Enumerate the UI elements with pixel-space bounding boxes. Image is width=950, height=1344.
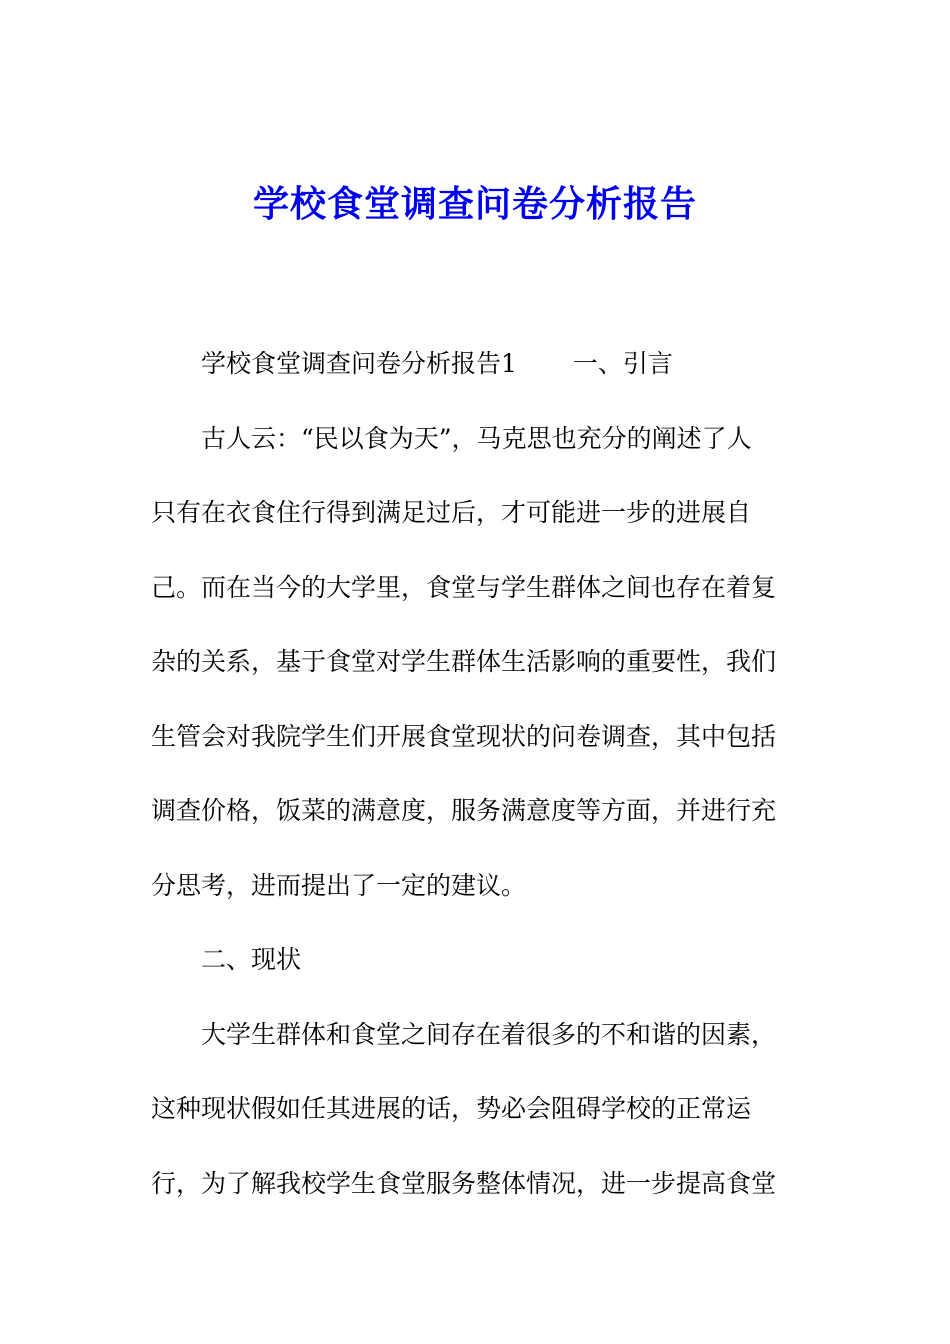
report-heading: 学校食堂调查问卷分析报告1 — [201, 349, 517, 378]
paragraph-line: 只有在衣食住行得到满足过后，才可能进一步的进展自 — [151, 498, 752, 527]
paragraph-line: 分思考，进而提出了一定的建议。 — [151, 870, 527, 900]
paragraph-line: 这种现状假如任其进展的话，势必会阻碍学校的正常运 — [151, 1094, 752, 1123]
paragraph-line: 生管会对我院学生们开展食堂现状的问卷调查，其中包括 — [151, 721, 777, 751]
paragraph-line: 调查价格，饭菜的满意度，服务满意度等方面，并进行充 — [151, 796, 777, 825]
paragraph-line: 己。而在当今的大学里，食堂与学生群体之间也存在着复 — [151, 572, 777, 602]
document-title: 学校食堂调查问卷分析报告 — [252, 183, 697, 225]
section-heading-intro: 一、引言 — [572, 349, 673, 378]
paragraph-line — [151, 327, 796, 402]
paragraph-line: 大学生群体和食堂之间存在着很多的不和谐的因素， — [201, 1019, 777, 1049]
paragraph-line: 杂的关系，基于食堂对学生群体生活影响的重要性，我们 — [151, 647, 777, 676]
paragraph-line: 行，为了解我校学生食堂服务整体情况，进一步提高食堂 — [151, 1168, 777, 1198]
paragraph-line: 古人云：“民以食为天”，马克思也充分的阐述了人 — [201, 423, 752, 453]
section-heading-status: 二、现状 — [201, 945, 302, 974]
document-body — [151, 327, 796, 1221]
